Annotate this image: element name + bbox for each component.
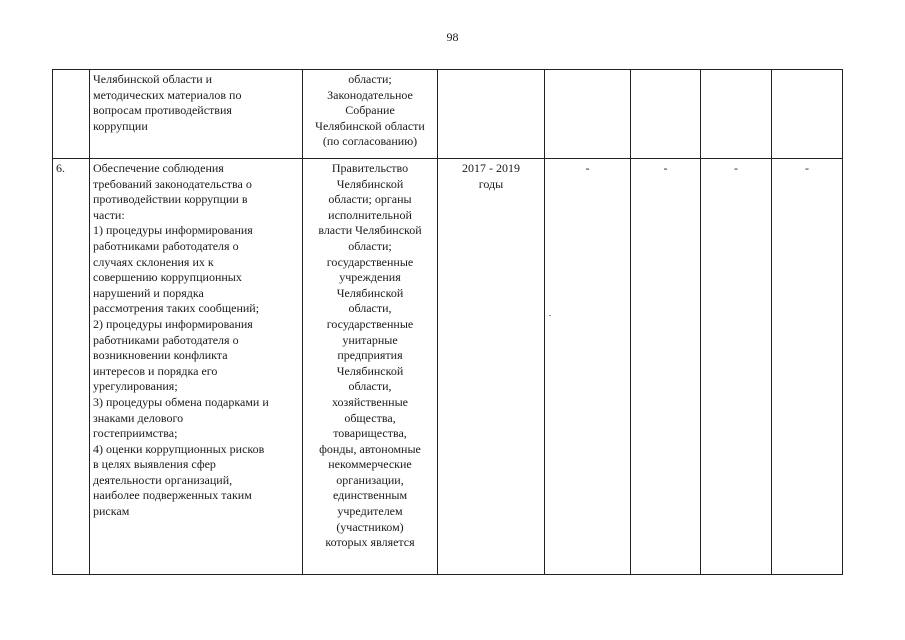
responsible-cell bbox=[303, 70, 438, 159]
text-line: Законодательное bbox=[327, 87, 413, 102]
text-line: требований законодательства о bbox=[93, 176, 252, 191]
text-line: хозяйственные bbox=[332, 394, 408, 409]
text-line: гостеприимства; bbox=[93, 426, 178, 441]
value-cell-5: - bbox=[545, 159, 631, 575]
text-line: некоммерческие bbox=[328, 457, 412, 472]
text-line: которых является bbox=[325, 535, 415, 550]
text-line: Правительство bbox=[331, 161, 409, 175]
text-line: власти Челябинской bbox=[318, 223, 422, 238]
scan-artifact bbox=[549, 315, 551, 316]
value-cell-5 bbox=[545, 70, 631, 159]
text-line: области; органы bbox=[328, 192, 412, 207]
term-cell bbox=[438, 70, 545, 159]
text-line: методических материалов по bbox=[93, 87, 242, 102]
text-line: Челябинской bbox=[336, 176, 404, 191]
text-line: Челябинской области bbox=[315, 118, 425, 133]
row-number-cell: 6. bbox=[53, 159, 90, 575]
text-line: 2) процедуры информирования bbox=[93, 316, 253, 331]
text-line: противодействии коррупции в bbox=[93, 192, 248, 207]
text-line: Собрание bbox=[345, 103, 395, 118]
text-line: единственным bbox=[332, 488, 408, 503]
text-line: интересов и порядка его bbox=[93, 363, 218, 378]
text-line: Челябинской области и bbox=[93, 72, 213, 86]
text-line: Обеспечение соблюдения bbox=[93, 161, 224, 175]
value-cell-8 bbox=[772, 70, 843, 159]
text-line: области; bbox=[348, 72, 392, 86]
text-line: работниками работодателя о bbox=[93, 332, 239, 347]
page-number: 98 bbox=[446, 30, 459, 44]
text-line: области, bbox=[348, 379, 392, 394]
value-cell-6: - bbox=[631, 159, 701, 575]
text-line: организации, bbox=[336, 472, 404, 487]
table-row-continuation bbox=[53, 70, 843, 159]
text-line: совершению коррупционных bbox=[93, 270, 242, 285]
text-line: общества, bbox=[344, 410, 396, 425]
text-line: нарушений и порядка bbox=[93, 285, 204, 300]
text-line: деятельности организаций, bbox=[93, 472, 233, 487]
text-line: фонды, автономные bbox=[319, 441, 421, 456]
measures-table bbox=[52, 69, 843, 575]
text-line: государственные bbox=[326, 316, 414, 331]
text-line: 3) процедуры обмена подарками и bbox=[93, 394, 269, 409]
text-line: знаками делового bbox=[93, 410, 184, 425]
description-cell bbox=[90, 159, 303, 575]
text-line: работниками работодателя о bbox=[93, 238, 239, 253]
text-line: товарищества, bbox=[333, 426, 407, 441]
text-line: предприятия bbox=[337, 348, 403, 363]
value-cell-6 bbox=[631, 70, 701, 159]
text-line: государственные bbox=[326, 254, 414, 269]
text-line: области; bbox=[348, 238, 392, 253]
text-line: учредителем bbox=[337, 504, 403, 519]
row-number-cell bbox=[53, 70, 90, 159]
text-line: Челябинской bbox=[336, 285, 404, 300]
responsible-text bbox=[306, 72, 434, 150]
value-cell-7 bbox=[701, 70, 772, 159]
text-line: наиболее подверженных таким bbox=[93, 488, 252, 503]
text-line: исполнительной bbox=[328, 207, 412, 222]
text-line: Челябинской bbox=[336, 363, 404, 378]
term-text bbox=[441, 161, 541, 192]
text-line: области, bbox=[348, 301, 392, 316]
description-cell bbox=[90, 70, 303, 159]
text-line: учреждения bbox=[339, 270, 401, 285]
text-line: части: bbox=[93, 207, 125, 222]
text-line: рискам bbox=[93, 504, 130, 519]
responsible-cell bbox=[303, 159, 438, 575]
value-cell-7: - bbox=[701, 159, 772, 575]
value-cell-8: - bbox=[772, 159, 843, 575]
text-line: 2017 - 2019 bbox=[462, 161, 520, 175]
description-text bbox=[93, 161, 299, 520]
description-text bbox=[93, 72, 299, 134]
text-line: 4) оценки коррупционных рисков bbox=[93, 441, 265, 456]
text-line: годы bbox=[478, 176, 504, 191]
text-line: вопросам противодействия bbox=[93, 103, 232, 118]
text-line: 1) процедуры информирования bbox=[93, 223, 253, 238]
text-line: в целях выявления сфер bbox=[93, 457, 216, 472]
text-line: возникновении конфликта bbox=[93, 348, 228, 363]
text-line: рассмотрения таких сообщений; bbox=[93, 301, 260, 316]
text-line: (участником) bbox=[336, 519, 404, 534]
term-cell bbox=[438, 159, 545, 575]
text-line: унитарные bbox=[342, 332, 398, 347]
text-line: случаях склонения их к bbox=[93, 254, 214, 269]
text-line: коррупции bbox=[93, 118, 148, 133]
text-line: (по согласованию) bbox=[322, 134, 418, 149]
responsible-text bbox=[306, 161, 434, 551]
text-line: урегулирования; bbox=[93, 379, 178, 394]
table-row-6 bbox=[53, 159, 843, 575]
